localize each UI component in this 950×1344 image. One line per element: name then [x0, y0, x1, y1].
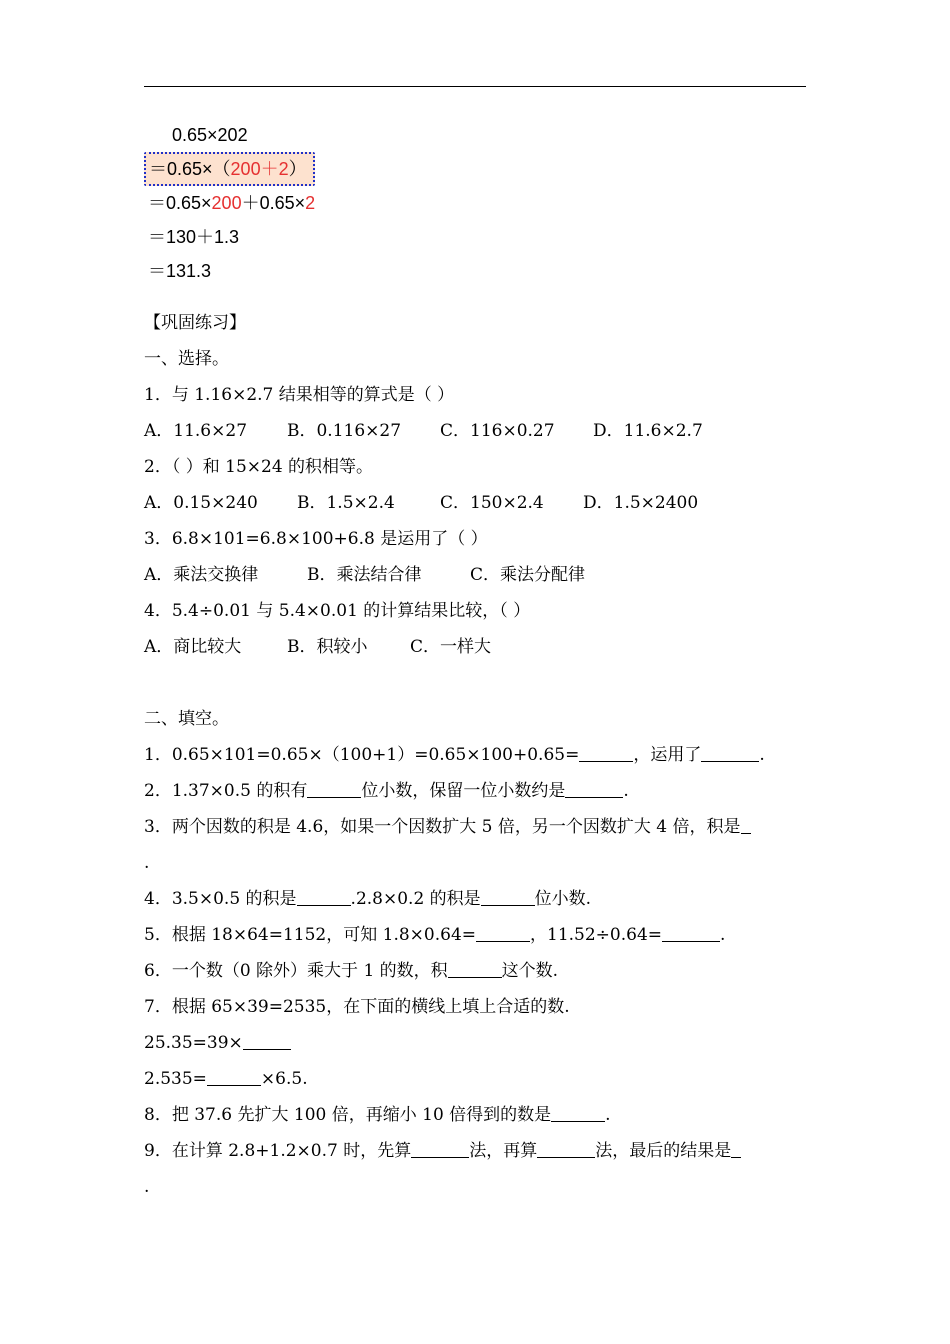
option-d: D．1.5×2400 [583, 493, 699, 513]
option-d: D．11.6×2.7 [593, 421, 703, 441]
option-c: C．一样大 [410, 637, 492, 657]
options-4 [144, 629, 814, 665]
question-4: 4．5.4÷0.01 与 5.4×0.01 的计算结果比较，（ ） [144, 601, 531, 621]
worked-example [144, 118, 315, 288]
fill-7-line-2: 2.535= ×6.5. [144, 1069, 308, 1089]
answer-blank[interactable] [476, 923, 530, 942]
fill-9-cont: . [144, 1177, 150, 1197]
fill-8: 8．把 37.6 先扩大 100 倍，再缩小 10 倍得到的数是 . [144, 1105, 611, 1125]
exercise-body [144, 305, 814, 1205]
fill-2: 2．1.37×0.5 的积有 位小数，保留一位小数约是 . [144, 781, 629, 801]
option-b: B．0.116×27 [287, 421, 402, 441]
answer-blank[interactable] [481, 887, 535, 906]
option-c: C．116×0.27 [440, 421, 555, 441]
option-a: A．11.6×27 [144, 421, 248, 441]
answer-blank[interactable] [243, 1031, 291, 1050]
spacer [144, 665, 814, 701]
option-a: A．商比较大 [144, 637, 242, 657]
fill-7: 7．根据 65×39=2535，在下面的横线上填上合适的数. [144, 997, 570, 1017]
question-2: 2．（ ）和 15×24 的积相等。 [144, 457, 374, 477]
calc-line-2 [144, 152, 315, 186]
answer-blank[interactable] [579, 743, 633, 762]
answer-blank[interactable] [731, 1139, 741, 1158]
answer-blank[interactable] [448, 959, 502, 978]
options-3 [144, 557, 814, 593]
answer-blank[interactable] [741, 815, 751, 834]
calc-line-4: ＝130＋1.3 [148, 227, 240, 247]
answer-blank[interactable] [207, 1067, 261, 1086]
answer-blank[interactable] [411, 1139, 469, 1158]
options-1 [144, 413, 814, 449]
option-b: B．积较小 [287, 637, 368, 657]
option-c: C．150×2.4 [440, 493, 544, 513]
fill-1: 1．0.65×101=0.65×（100+1）=0.65×100+0.65= ，运用了 . [144, 745, 765, 765]
answer-blank[interactable] [537, 1139, 595, 1158]
answer-blank[interactable] [307, 779, 361, 798]
fill-6: 6．一个数（0 除外）乘大于 1 的数，积 这个数. [144, 961, 559, 981]
calc-line-5: ＝131.3 [148, 261, 212, 281]
section-title: 【巩固练习】 [144, 313, 246, 333]
question-3: 3．6.8×101=6.8×100+6.8 是运用了（ ） [144, 529, 488, 549]
fill-3-cont: . [144, 853, 150, 873]
options-2 [144, 485, 814, 521]
answer-blank[interactable] [551, 1103, 605, 1122]
highlight-box: ＝0.65×（200＋2） [144, 152, 315, 186]
option-c: C．乘法分配律 [470, 565, 586, 585]
fill-5: 5．根据 18×64=1152，可知 1.8×0.64= ，11.52÷0.64= . [144, 925, 726, 945]
answer-blank[interactable] [701, 743, 759, 762]
option-b: B．1.5×2.4 [297, 493, 395, 513]
fill-3: 3．两个因数的积是 4.6，如果一个因数扩大 5 倍，另一个因数扩大 4 倍，积是 [144, 809, 814, 845]
answer-blank[interactable] [297, 887, 351, 906]
option-a: A．0.15×240 [144, 493, 258, 513]
fill-7-line-1: 25.35=39× [144, 1025, 814, 1061]
option-a: A．乘法交换律 [144, 565, 259, 585]
answer-blank[interactable] [565, 779, 623, 798]
answer-blank[interactable] [662, 923, 720, 942]
fill-4: 4．3.5×0.5 的积是 .2.8×0.2 的积是 位小数. [144, 889, 592, 909]
option-b: B．乘法结合律 [307, 565, 422, 585]
question-1: 1．与 1.16×2.7 结果相等的算式是（ ） [144, 385, 455, 405]
calc-line-3: ＝0.65×200＋0.65×2 [148, 193, 316, 213]
part1-heading: 一、选择。 [144, 349, 229, 369]
fill-9: 9．在计算 2.8+1.2×0.7 时，先算 法，再算 法，最后的结果是 [144, 1133, 814, 1169]
part2-heading: 二、填空。 [144, 709, 229, 729]
calc-line-1: 0.65×202 [172, 125, 248, 145]
header-rule [144, 86, 806, 87]
